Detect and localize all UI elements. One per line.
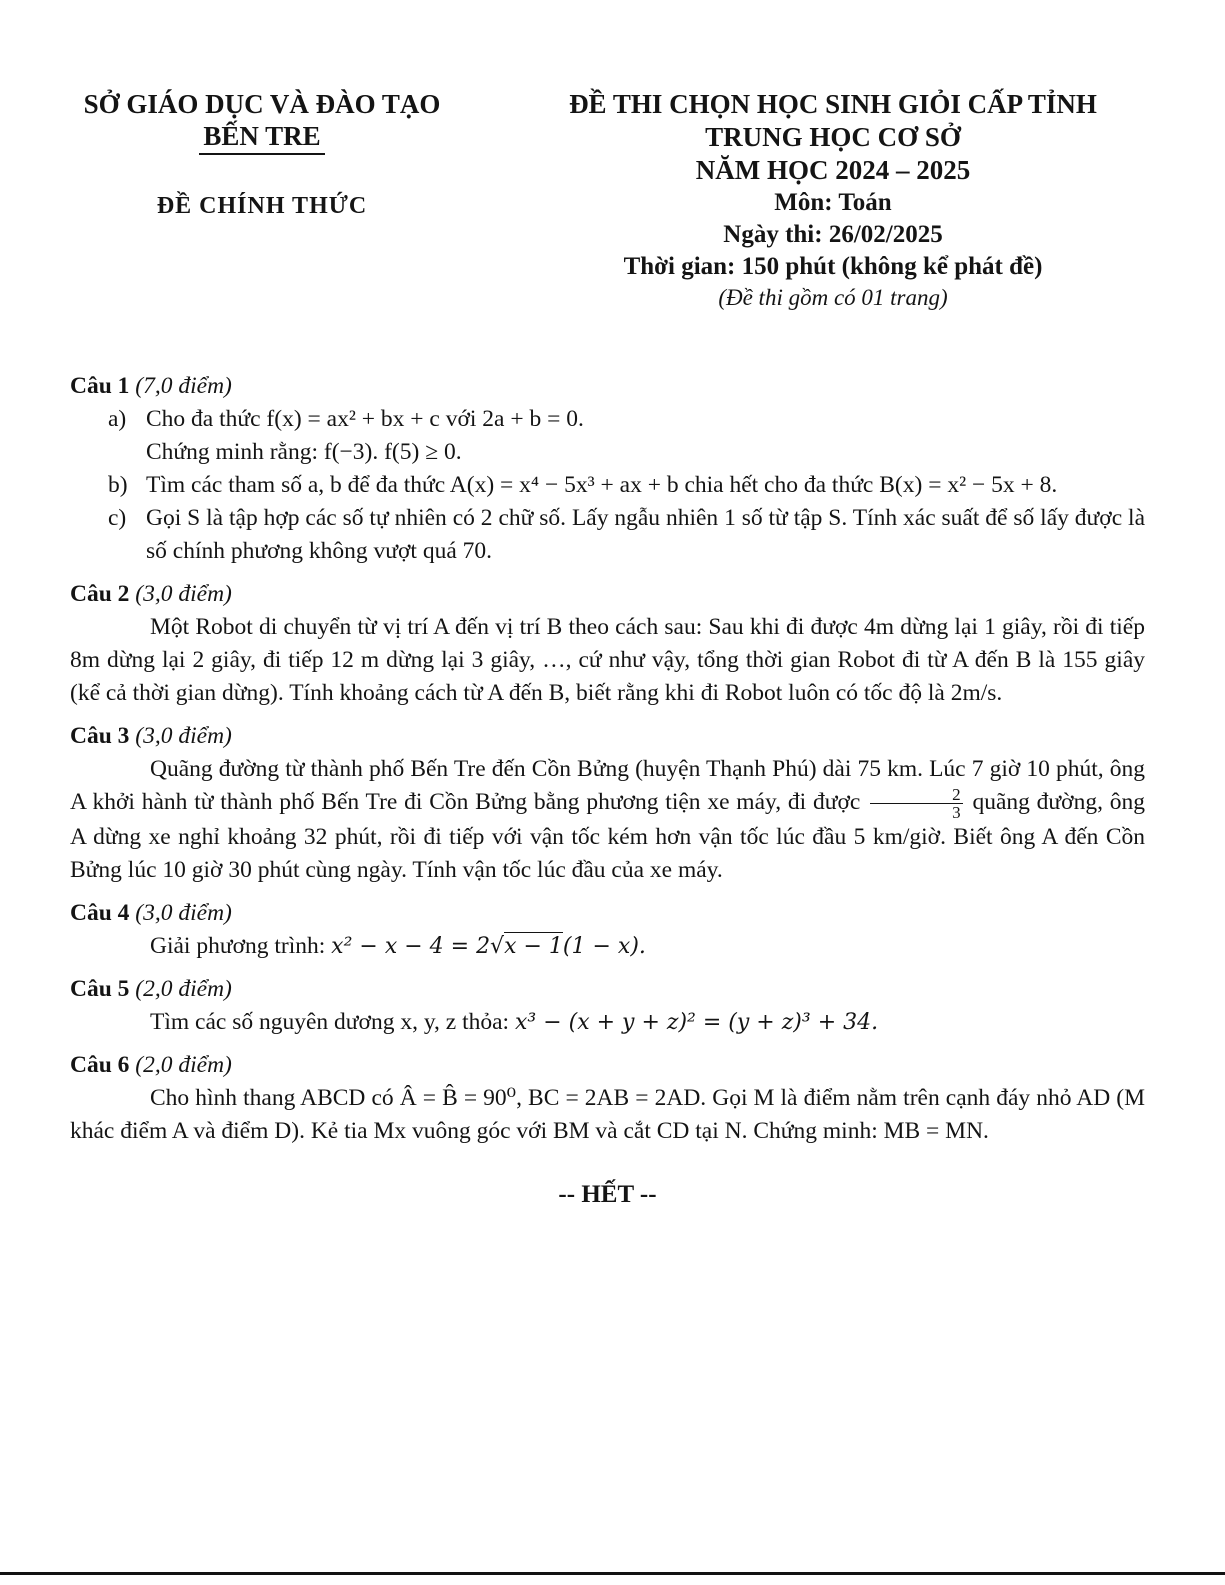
scan-edge [0,1572,1225,1575]
subject: Môn: Toán [774,189,892,216]
question-label: Câu 3 [70,723,130,749]
question-text: Tìm các số nguyên dương x, y, z thỏa: [150,1009,515,1036]
question-1b [108,469,1145,502]
item-label: b) [108,472,128,498]
question-label: Câu 6 [70,1052,130,1079]
question-2-text: Một Robot di chuyển từ vị trí A đến vị trí B theo cách sau: Sau khi đi được 4m dừng lại 1 giây, rồi đi tiếp 8m dừng lại 2 giây, đi tiếp 12 m dừng lại 3 giây, …, cứ như vậy, tổng thời gian Robot đi từ A đến B là 155 giây (kể cả thời gian dừng). Tính khoảng cách từ A đến B, biết rằng khi đi Robot luôn có tốc độ là 2m/s. [70,614,1145,706]
item-text: Chứng minh rằng: f(−3). f(5) ≥ 0. [146,439,462,465]
official-label: ĐỀ CHÍNH THỨC [156,193,368,219]
item-text: Tìm các tham số a, b để đa thức A(x) = x⁴ − 5x³ + ax + b chia hết cho đa thức B(x) = x² − 5x + 8. [146,472,1058,498]
question-6-text: Cho hình thang ABCD có Â = B̂ = 90⁰, BC = 2AB = 2AD. Gọi M là điểm nằm trên cạnh đáy nhỏ AD (M khác điểm A và điểm D). Kẻ tia Mx vuông góc với BM và cắt CD tại N. Chứng minh: MB = MN. [70,1085,1145,1145]
end-mark: -- HẾT -- [558,1181,657,1209]
question-points: (3,0 điểm) [135,900,232,927]
equation-left: x² − x − 4 = 2√ [331,934,505,960]
question-points: (3,0 điểm) [135,723,232,749]
question-5-title [70,973,1145,1006]
questions [70,360,1145,1211]
item-label: c) [108,505,127,531]
question-points: (2,0 điểm) [135,976,232,1003]
question-3-title [70,720,1145,753]
fraction [870,786,963,821]
school-level: TRUNG HỌC CƠ SỞ [705,122,961,152]
item-text: Gọi S là tập hợp các số tự nhiên có 2 chữ số. Lấy ngẫu nhiên 1 số từ tập S. Tính xác suất để số lấy được là số chính phương không vượt quá 70. [146,505,1145,564]
sqrt-radicand: x − 1 [504,934,563,960]
question-label: Câu 4 [70,900,130,927]
equation: x³ − (x + y + z)² = (y + z)³ + 34. [514,1010,879,1036]
exam-date: Ngày thi: 26/02/2025 [723,221,943,248]
issuer-block [62,88,462,220]
fraction-numerator: 2 [870,786,963,804]
province-name: BẾN TRE [199,120,324,155]
question-text: Quãng đường từ thành phố Bến Tre đến Cồn Bửng (huyện Thạnh Phú) dài 75 km. Lúc 7 giờ 10 phút, ông A khởi hành từ thành phố Bến Tre đi Cồn Bửng bằng phương tiện xe máy, đi được [70,756,1145,815]
exam-title: ĐỀ THI CHỌN HỌC SINH GIỎI CẤP TỈNH [569,89,1097,119]
question-1a [108,403,1145,469]
item-text: Cho đa thức f(x) = ax² + bx + c với 2a + b = 0. [146,406,584,432]
item-label: a) [108,406,127,432]
exam-duration: Thời gian: 150 phút (không kể phát đề) [623,253,1043,280]
question-1-title [70,370,1145,403]
fraction-denominator: 3 [952,803,961,823]
question-3-text [70,753,1145,887]
pages-note: (Đề thi gồm có 01 trang) [718,285,948,310]
question-2-title [70,578,1145,611]
question-label: Câu 1 [70,373,130,399]
school-year: NĂM HỌC 2024 – 2025 [695,155,971,185]
question-points: (2,0 điểm) [135,1052,232,1079]
question-label: Câu 2 [70,581,130,607]
question-points: (7,0 điểm) [135,373,232,399]
question-text: Giải phương trình: [150,933,332,960]
question-6-title [70,1049,1145,1082]
question-1c [108,502,1145,568]
question-4-text [150,930,1145,963]
question-label: Câu 5 [70,976,130,1003]
question-points: (3,0 điểm) [135,581,232,607]
question-5-text [150,1006,1145,1039]
department-name: SỞ GIÁO DỤC VÀ ĐÀO TẠO [83,89,441,119]
question-text: quãng đường, ông A dừng xe nghỉ khoảng 32 phút, rồi đi tiếp với vận tốc kém hơn vận tốc lúc đầu 5 km/giờ. Biết ông A đến Cồn Bửng lúc 10 giờ 30 phút cùng ngày. Tính vận tốc lúc đầu của xe máy. [70,789,1145,884]
question-4-title [70,897,1145,930]
equation-right: (1 − x). [562,934,646,960]
exam-info-block [508,88,1158,313]
